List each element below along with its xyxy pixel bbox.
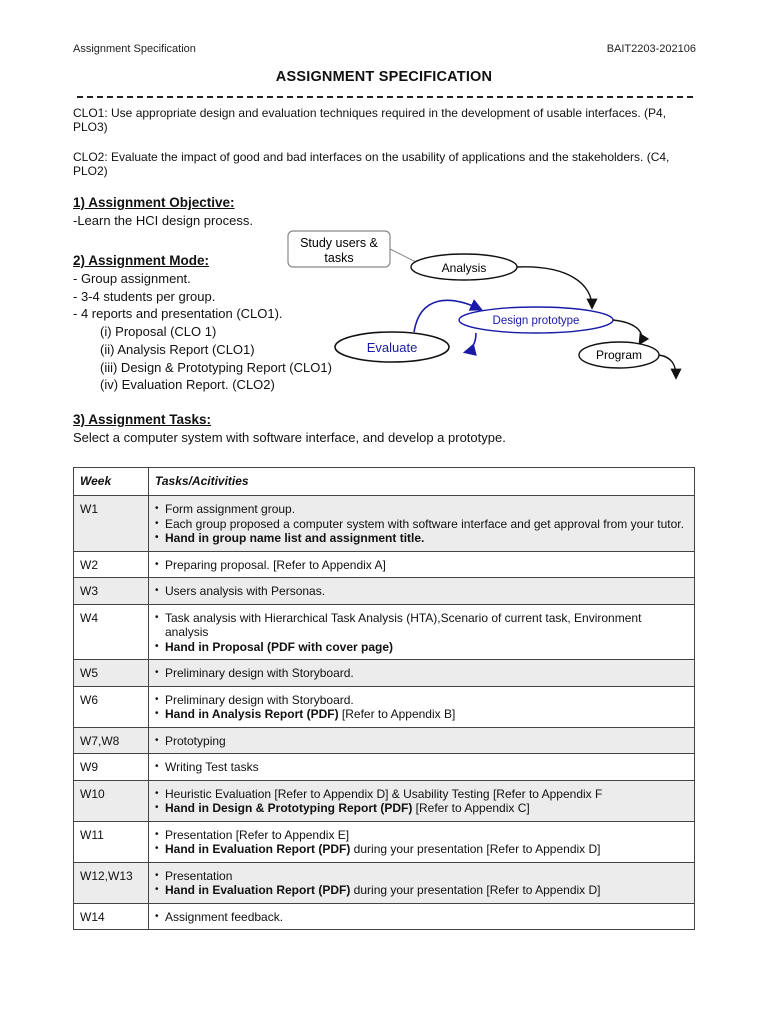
- design-prototype-label: Design prototype: [492, 315, 580, 327]
- report-item: (i) Proposal (CLO 1): [100, 324, 217, 340]
- tasks-column-header: Tasks/Acitivities: [149, 468, 695, 496]
- task-list: [155, 558, 688, 573]
- table-row: [74, 862, 695, 903]
- task-item: [155, 883, 688, 898]
- evaluate-label: Evaluate: [366, 340, 418, 355]
- program-label: Program: [595, 348, 643, 362]
- task-item: • Preliminary design with Storyboard.: [155, 693, 688, 708]
- task-list: [155, 734, 688, 749]
- arrow-analysis-to-design: [517, 267, 592, 307]
- task-list: [155, 611, 688, 655]
- task-item: • Preparing proposal. [Refer to Appendix A]: [155, 558, 688, 573]
- tasks-cell: [149, 660, 695, 687]
- hci-design-process-diagram: [280, 225, 690, 385]
- tasks-intro: Select a computer system with software interface, and develop a prototype.: [73, 430, 506, 445]
- objective-heading: 1) Assignment Objective:: [73, 195, 235, 210]
- tasks-cell: [149, 496, 695, 552]
- task-list: [155, 584, 688, 599]
- table-row: [74, 686, 695, 727]
- table-row: [74, 727, 695, 754]
- week-cell: W10: [74, 780, 149, 821]
- tasks-cell: [149, 862, 695, 903]
- tasks-heading: 3) Assignment Tasks:: [73, 412, 212, 427]
- report-item: (iii) Design & Prototyping Report (CLO1): [100, 359, 332, 375]
- task-item: • Writing Test tasks: [155, 760, 688, 775]
- mode-heading: 2) Assignment Mode:: [73, 253, 210, 268]
- tasks-cell: [149, 780, 695, 821]
- title-divider: [77, 96, 693, 98]
- task-item-text: [Refer to Appendix C]: [412, 801, 530, 815]
- table-row: [74, 821, 695, 862]
- task-item-text: during your presentation [Refer to Appendix D]: [350, 842, 601, 856]
- arrow-program-onward: [659, 355, 676, 377]
- tasks-cell: [149, 578, 695, 605]
- mode-item: - 3-4 students per group.: [73, 288, 216, 304]
- week-cell: W6: [74, 686, 149, 727]
- header-right: BAIT2203-202106: [606, 43, 696, 55]
- task-item: • Hand in group name list and assignment title.: [155, 531, 688, 546]
- task-item: [155, 707, 688, 722]
- task-item-bold: Hand in Evaluation Report (PDF): [165, 883, 351, 897]
- task-item-text: during your presentation [Refer to Appendix D]: [350, 883, 601, 897]
- table-row: [74, 551, 695, 578]
- tasks-cell: [149, 604, 695, 660]
- task-item: • Heuristic Evaluation [Refer to Appendix D] & Usability Testing [Refer to Appendix F: [155, 787, 688, 802]
- week-cell: W5: [74, 660, 149, 687]
- week-cell: W12,W13: [74, 862, 149, 903]
- callout-line-1: Study users &: [300, 236, 378, 250]
- task-list: [155, 666, 688, 681]
- report-item: (ii) Analysis Report (CLO1): [100, 341, 255, 357]
- callout-line-2: tasks: [324, 251, 354, 265]
- task-item: [155, 801, 688, 816]
- arrow-design-to-evaluate: [466, 333, 476, 352]
- task-item: • Preliminary design with Storyboard.: [155, 666, 688, 681]
- task-list: [155, 910, 688, 925]
- task-item: • Users analysis with Personas.: [155, 584, 688, 599]
- task-item: • Assignment feedback.: [155, 910, 688, 925]
- task-item: • Each group proposed a computer system with software interface and get approval from your tutor.: [155, 517, 688, 532]
- task-item: • Presentation: [155, 869, 688, 884]
- week-cell: W4: [74, 604, 149, 660]
- report-item: (iv) Evaluation Report. (CLO2): [100, 377, 275, 393]
- tasks-cell: [149, 754, 695, 781]
- analysis-label: Analysis: [441, 261, 487, 275]
- task-item: • Presentation [Refer to Appendix E]: [155, 828, 688, 843]
- task-item-bold: Hand in Design & Prototyping Report (PDF): [165, 801, 413, 815]
- tasks-cell: [149, 551, 695, 578]
- task-item-bold: Hand in Evaluation Report (PDF): [165, 842, 351, 856]
- page-title: ASSIGNMENT SPECIFICATION: [275, 69, 493, 85]
- task-item: [155, 842, 688, 857]
- table-row: [74, 780, 695, 821]
- arrow-design-to-program: [613, 320, 642, 343]
- header-left: Assignment Specification: [73, 43, 196, 55]
- task-list: [155, 787, 688, 816]
- mode-item: - Group assignment.: [73, 271, 191, 286]
- table-row: [74, 578, 695, 605]
- table-row: [74, 496, 695, 552]
- task-item: • Form assignment group.: [155, 502, 688, 517]
- week-cell: W14: [74, 903, 149, 930]
- task-item: • Task analysis with Hierarchical Task Analysis (HTA),Scenario of current task, Environment analysis: [155, 611, 688, 640]
- table-row: [74, 660, 695, 687]
- table-row: [74, 604, 695, 660]
- tasks-table: [73, 467, 695, 930]
- task-item-bold: Hand in Analysis Report (PDF): [165, 707, 339, 721]
- tasks-cell: [149, 727, 695, 754]
- week-cell: W2: [74, 551, 149, 578]
- task-item: • Hand in Proposal (PDF with cover page): [155, 640, 688, 655]
- tasks-cell: [149, 821, 695, 862]
- objective-text: -Learn the HCI design process.: [73, 213, 253, 228]
- table-row: [74, 903, 695, 930]
- tasks-cell: [149, 686, 695, 727]
- table-header-row: [74, 468, 695, 496]
- task-item-text: [Refer to Appendix B]: [338, 707, 456, 721]
- task-list: [155, 502, 688, 546]
- week-cell: W11: [74, 821, 149, 862]
- table-body: [74, 496, 695, 930]
- task-list: [155, 693, 688, 722]
- week-cell: W1: [74, 496, 149, 552]
- task-list: [155, 760, 688, 775]
- clo1-text: CLO1: Use appropriate design and evaluation techniques required in the development of usable interfaces. (P4, PLO3): [73, 106, 667, 134]
- mode-item: - 4 reports and presentation (CLO1).: [73, 306, 283, 322]
- clo2-text: CLO2: Evaluate the impact of good and bad interfaces on the usability of applications and the stakeholders. (C4, PLO2): [73, 150, 670, 178]
- week-cell: W7,W8: [74, 727, 149, 754]
- task-list: [155, 828, 688, 857]
- task-item: • Prototyping: [155, 734, 688, 749]
- week-cell: W9: [74, 754, 149, 781]
- tasks-cell: [149, 903, 695, 930]
- table-row: [74, 754, 695, 781]
- week-column-header: Week: [74, 468, 149, 496]
- task-list: [155, 869, 688, 898]
- week-cell: W3: [74, 578, 149, 605]
